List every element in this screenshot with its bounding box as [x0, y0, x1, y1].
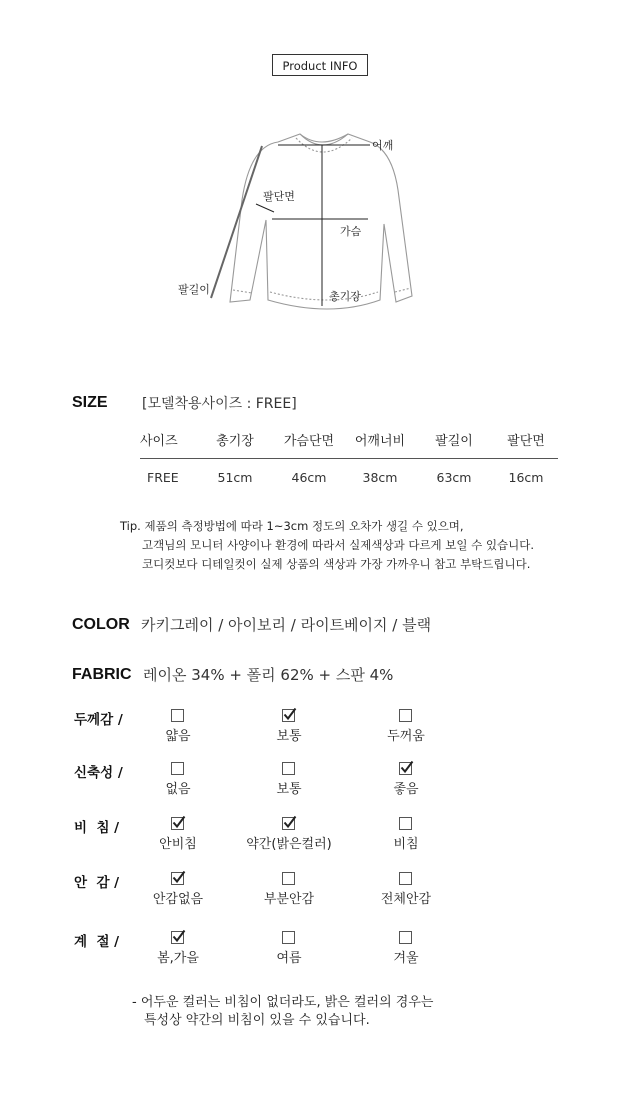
fabric-title: FABRIC	[72, 666, 132, 683]
size-cell: 51cm	[217, 470, 253, 485]
attribute-option[interactable]	[133, 815, 223, 852]
size-col-header: 팔단면	[507, 433, 545, 449]
tip-line: 고객님의 모니터 사양이나 환경에 따라서 실제색상과 다르게 보일 수 있습니다.	[142, 538, 535, 552]
size-cell: FREE	[147, 470, 179, 485]
checkbox-icon[interactable]	[398, 870, 414, 886]
attribute-option-label: 전체안감	[380, 892, 432, 907]
attribute-option[interactable]	[244, 929, 334, 966]
attribute-option[interactable]	[133, 929, 223, 966]
size-model-note: [모델착용사이즈 : FREE]	[142, 396, 297, 412]
attribute-option-label: 보통	[276, 729, 302, 744]
size-col-header: 총기장	[216, 433, 254, 449]
attribute-label: 신축성 /	[74, 765, 123, 781]
checked-checkbox-icon[interactable]	[281, 815, 297, 831]
footnote	[132, 994, 433, 1030]
attribute-option-label: 좋음	[393, 782, 419, 797]
attribute-option-label: 여름	[276, 951, 302, 966]
diagram-label-sleeve-length: 팔길이	[178, 283, 210, 296]
attribute-option[interactable]	[244, 760, 334, 797]
size-title: SIZE	[72, 394, 108, 411]
checkbox-icon[interactable]	[398, 707, 414, 723]
size-cell: 38cm	[362, 470, 398, 485]
attribute-option[interactable]	[361, 929, 451, 966]
checkbox-icon[interactable]	[398, 815, 414, 831]
attribute-option-label: 안감없음	[152, 892, 204, 907]
attribute-option-label: 봄,가을	[157, 951, 199, 966]
checkbox-icon[interactable]	[170, 760, 186, 776]
attribute-option[interactable]	[361, 760, 451, 797]
attribute-option-label: 부분안감	[263, 892, 315, 907]
checked-checkbox-icon[interactable]	[170, 815, 186, 831]
size-cell: 46cm	[291, 470, 327, 485]
checkbox-icon[interactable]	[281, 760, 297, 776]
checked-checkbox-icon[interactable]	[281, 707, 297, 723]
size-col-header: 가슴단면	[283, 433, 335, 449]
product-info-badge: Product INFO	[272, 54, 368, 76]
size-col-header: 팔길이	[435, 433, 473, 449]
measurement-tip	[120, 517, 534, 574]
size-col-header: 사이즈	[140, 433, 178, 449]
attribute-option[interactable]	[133, 870, 223, 907]
footnote-line: 특성상 약간의 비침이 있을 수 있습니다.	[144, 1013, 370, 1028]
table-row	[140, 459, 558, 487]
attribute-option-label: 비침	[393, 837, 419, 852]
attribute-option-label: 겨울	[393, 951, 419, 966]
attribute-option[interactable]	[361, 815, 451, 852]
checkbox-icon[interactable]	[398, 929, 414, 945]
tip-line: Tip. 제품의 측정방법에 따라 1~3cm 정도의 오차가 생길 수 있으며,	[120, 519, 464, 533]
attribute-label: 비 침 /	[74, 820, 120, 836]
diagram-label-shoulder: 어깨	[372, 139, 394, 152]
tip-line: 코디컷보다 디테일컷이 실제 상품의 색상과 가장 가까우니 참고 부탁드립니다.	[142, 557, 531, 571]
checked-checkbox-icon[interactable]	[398, 760, 414, 776]
attribute-option[interactable]	[244, 707, 334, 744]
size-col-header: 어깨너비	[354, 433, 406, 449]
diagram-label-sleeve-end: 팔단면	[263, 190, 295, 203]
attribute-option[interactable]	[361, 870, 451, 907]
footnote-line: - 어두운 컬러는 비침이 없더라도, 밝은 컬러의 경우는	[132, 995, 434, 1010]
attribute-option-label: 보통	[276, 782, 302, 797]
checked-checkbox-icon[interactable]	[170, 929, 186, 945]
attribute-option-label: 없음	[165, 782, 191, 797]
attribute-option[interactable]	[244, 870, 334, 907]
checkbox-icon[interactable]	[281, 929, 297, 945]
attribute-option[interactable]	[133, 760, 223, 797]
checkbox-icon[interactable]	[281, 870, 297, 886]
attribute-option-label: 안비침	[159, 837, 197, 852]
attribute-option[interactable]	[361, 707, 451, 744]
fabric-value: 레이온 34% + 폴리 62% + 스판 4%	[143, 666, 394, 684]
checkbox-icon[interactable]	[170, 707, 186, 723]
size-table	[140, 428, 558, 486]
attribute-option-label: 약간(밝은컬러)	[246, 837, 332, 852]
attribute-label: 계 절 /	[74, 934, 120, 950]
color-title: COLOR	[72, 616, 130, 633]
attribute-label: 안 감 /	[74, 875, 120, 891]
attribute-label: 두께감 /	[74, 712, 123, 728]
checked-checkbox-icon[interactable]	[170, 870, 186, 886]
attribute-option[interactable]	[133, 707, 223, 744]
attribute-option-label: 두꺼움	[387, 729, 425, 744]
attribute-option[interactable]	[244, 815, 334, 852]
size-table-header-row	[140, 428, 558, 459]
size-cell: 63cm	[436, 470, 472, 485]
diagram-label-chest: 가슴	[340, 225, 362, 238]
color-value: 카키그레이 / 아이보리 / 라이트베이지 / 블랙	[141, 616, 432, 634]
size-cell: 16cm	[508, 470, 544, 485]
garment-measurement-diagram	[160, 120, 460, 330]
attribute-option-label: 얇음	[165, 729, 191, 744]
diagram-label-total-length: 총기장	[329, 290, 361, 303]
